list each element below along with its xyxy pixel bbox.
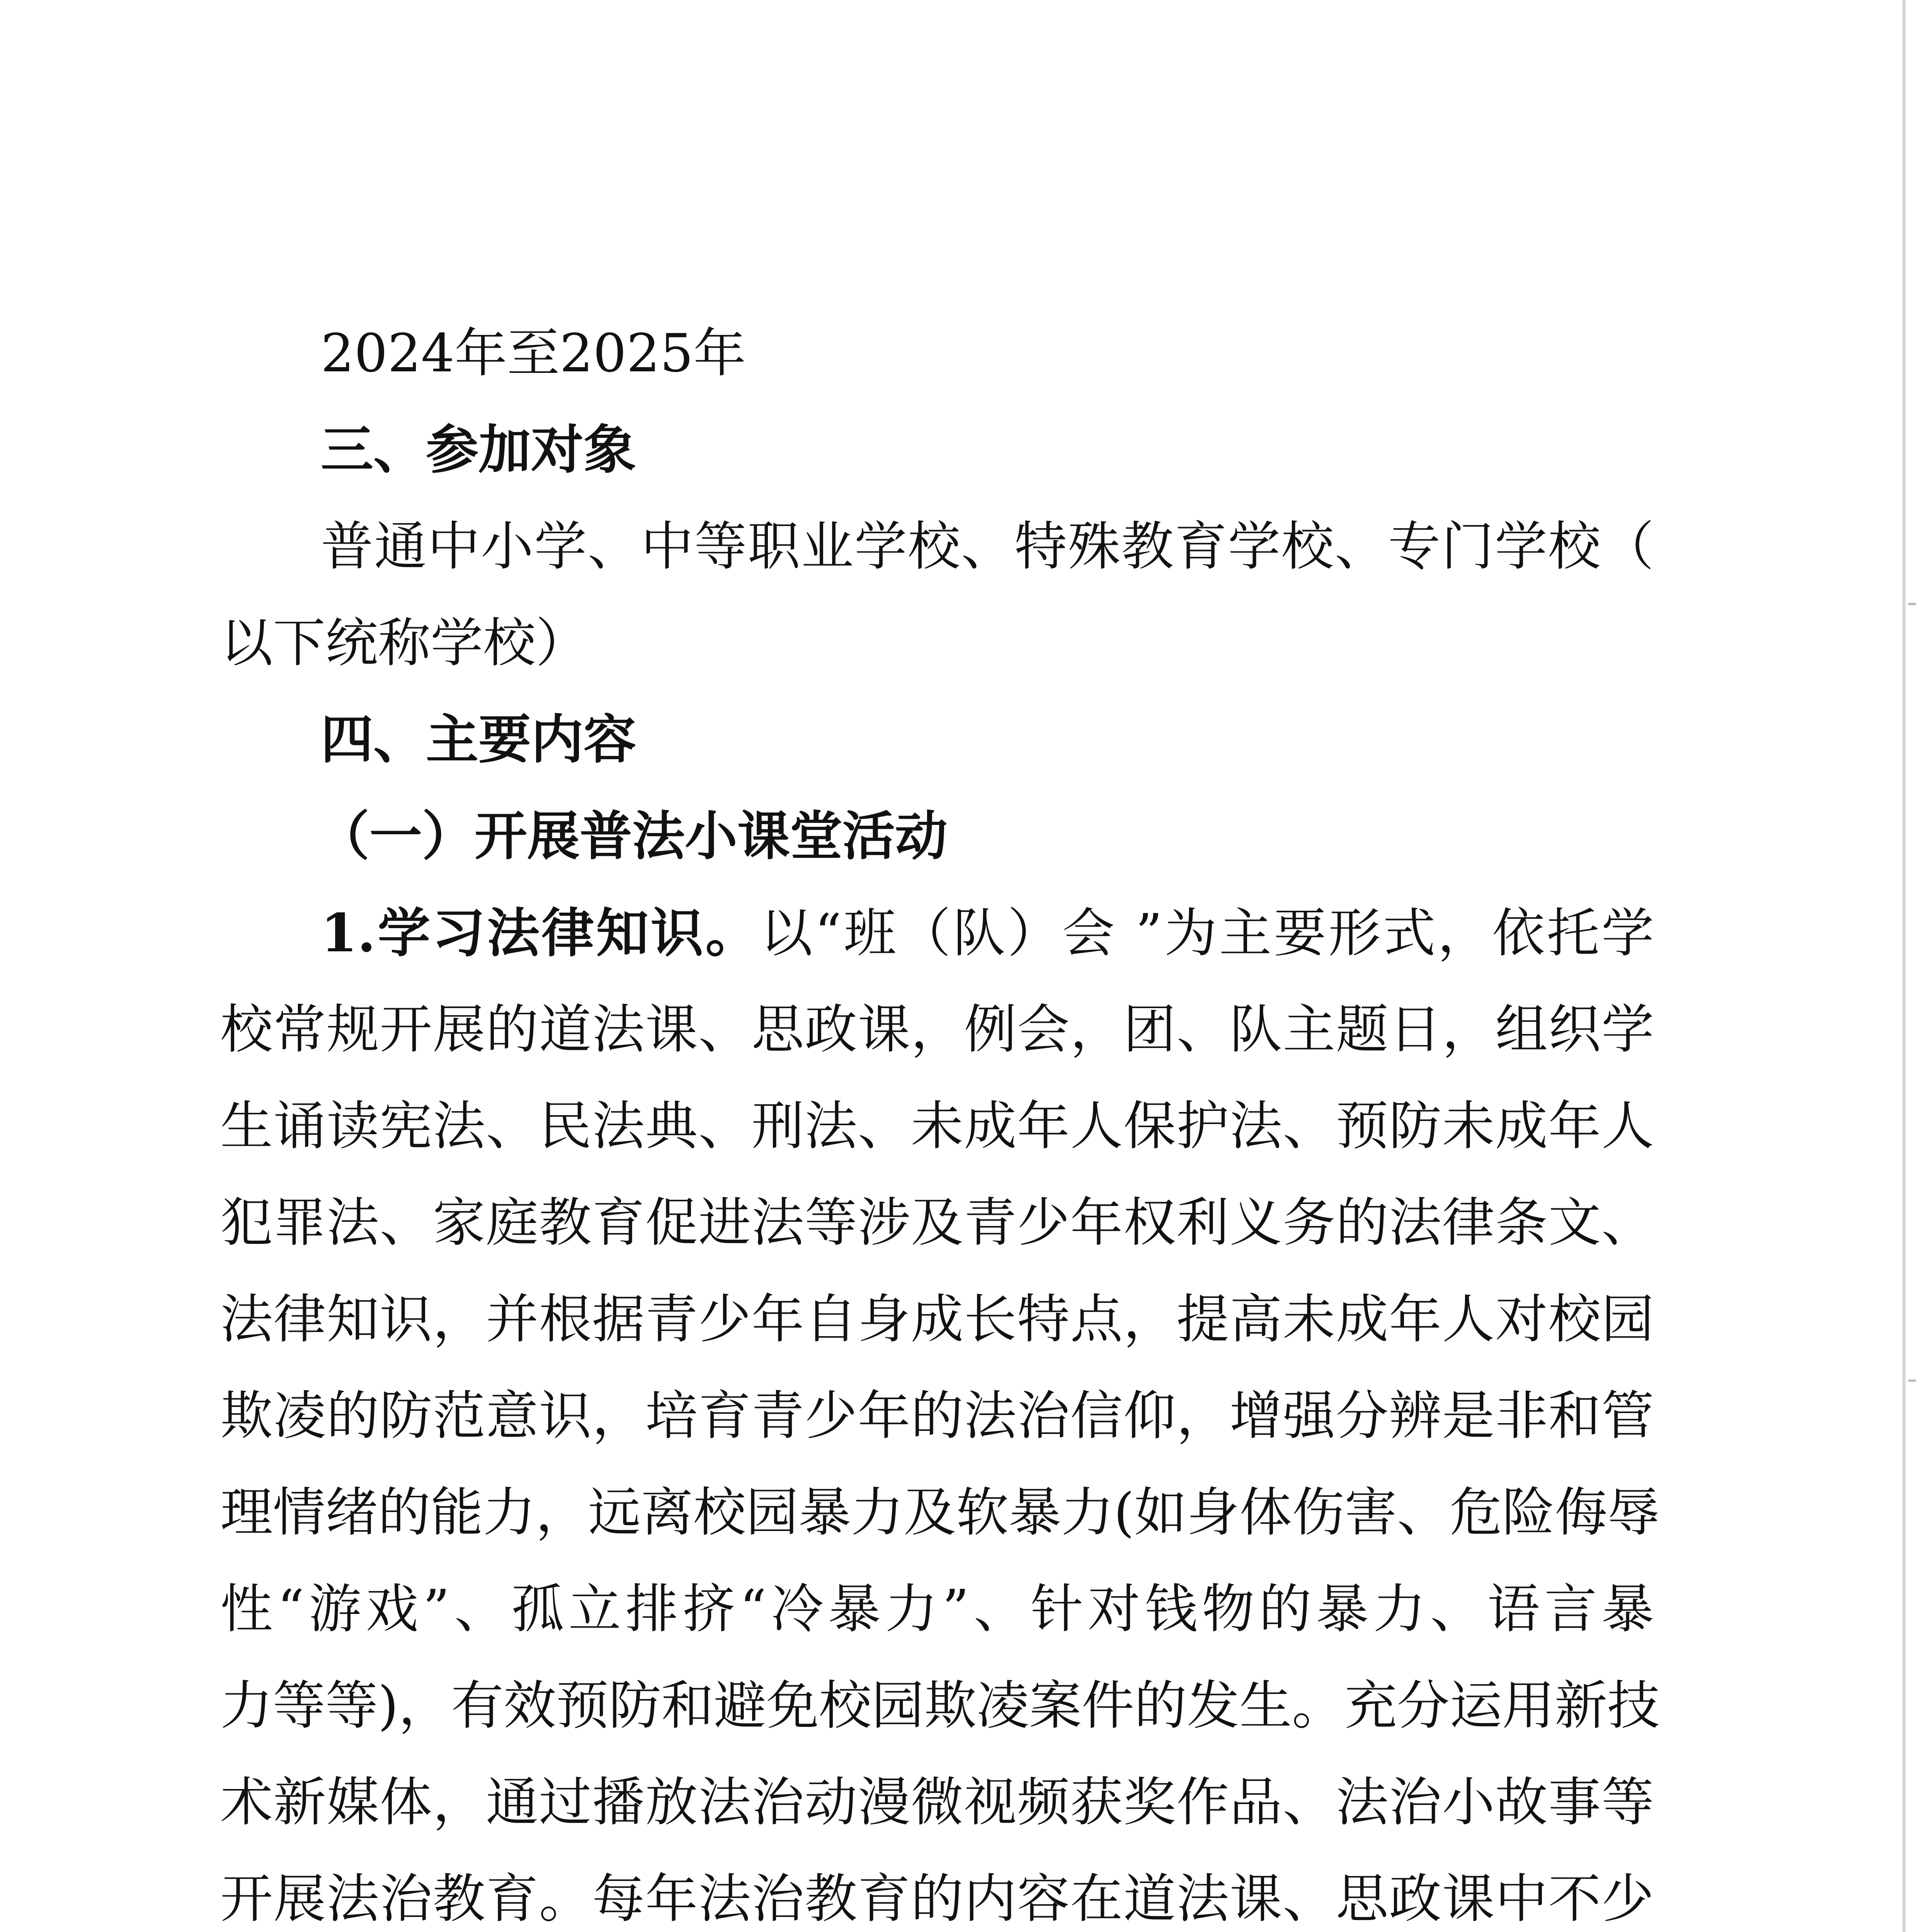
scan-edge-artifact — [1902, 0, 1906, 1932]
period-line: 2024年至2025年 — [321, 323, 746, 384]
item1-title: 1.学习法律知识。 — [321, 902, 760, 964]
paragraph-line: 开展法治教育。每年法治教育的内容在道法课、思政课中不少 — [220, 1869, 1654, 1930]
scan-edge-mark — [1908, 603, 1916, 605]
subsection-heading: （一）开展普法小课堂活动 — [317, 806, 948, 867]
paragraph-line: 普通中小学、中等职业学校、特殊教育学校、专门学校（ — [321, 516, 1654, 577]
item1-first-line — [321, 902, 1654, 964]
paragraph-line: 校常规开展的道法课、思政课，例会，团、队主题日，组织学 — [220, 999, 1654, 1060]
paragraph-line: 欺凌的防范意识，培育青少年的法治信仰，增强分辨是非和管 — [220, 1386, 1654, 1447]
paragraph-line: 法律知识，并根据青少年自身成长特点，提高未成年人对校园 — [220, 1289, 1654, 1350]
paragraph-line: 性“游戏”、孤立排挤“冷暴力”、针对钱物的暴力、语言暴 — [220, 1579, 1654, 1640]
paragraph-line: 以下统称学校） — [220, 613, 588, 674]
section-heading-participants: 三、参加对象 — [321, 420, 636, 481]
section-heading-main-content: 四、主要内容 — [321, 709, 636, 770]
paragraph-line: 理情绪的能力，远离校园暴力及软暴力(如身体伤害、危险侮辱 — [220, 1482, 1660, 1543]
paragraph-line: 犯罪法、家庭教育促进法等涉及青少年权利义务的法律条文、 — [220, 1192, 1654, 1253]
scan-edge-mark — [1908, 1379, 1916, 1382]
paragraph-line: 术新媒体，通过播放法治动漫微视频获奖作品、法治小故事等 — [220, 1772, 1654, 1833]
paragraph-line: 力等等)，有效预防和避免校园欺凌案件的发生。充分运用新技 — [220, 1675, 1660, 1736]
item1-first-line-text: 以“班（队）会 ”为主要形式，依托学 — [760, 903, 1654, 964]
paragraph-line: 生诵读宪法、民法典、刑法、未成年人保护法、预防未成年人 — [220, 1096, 1654, 1157]
